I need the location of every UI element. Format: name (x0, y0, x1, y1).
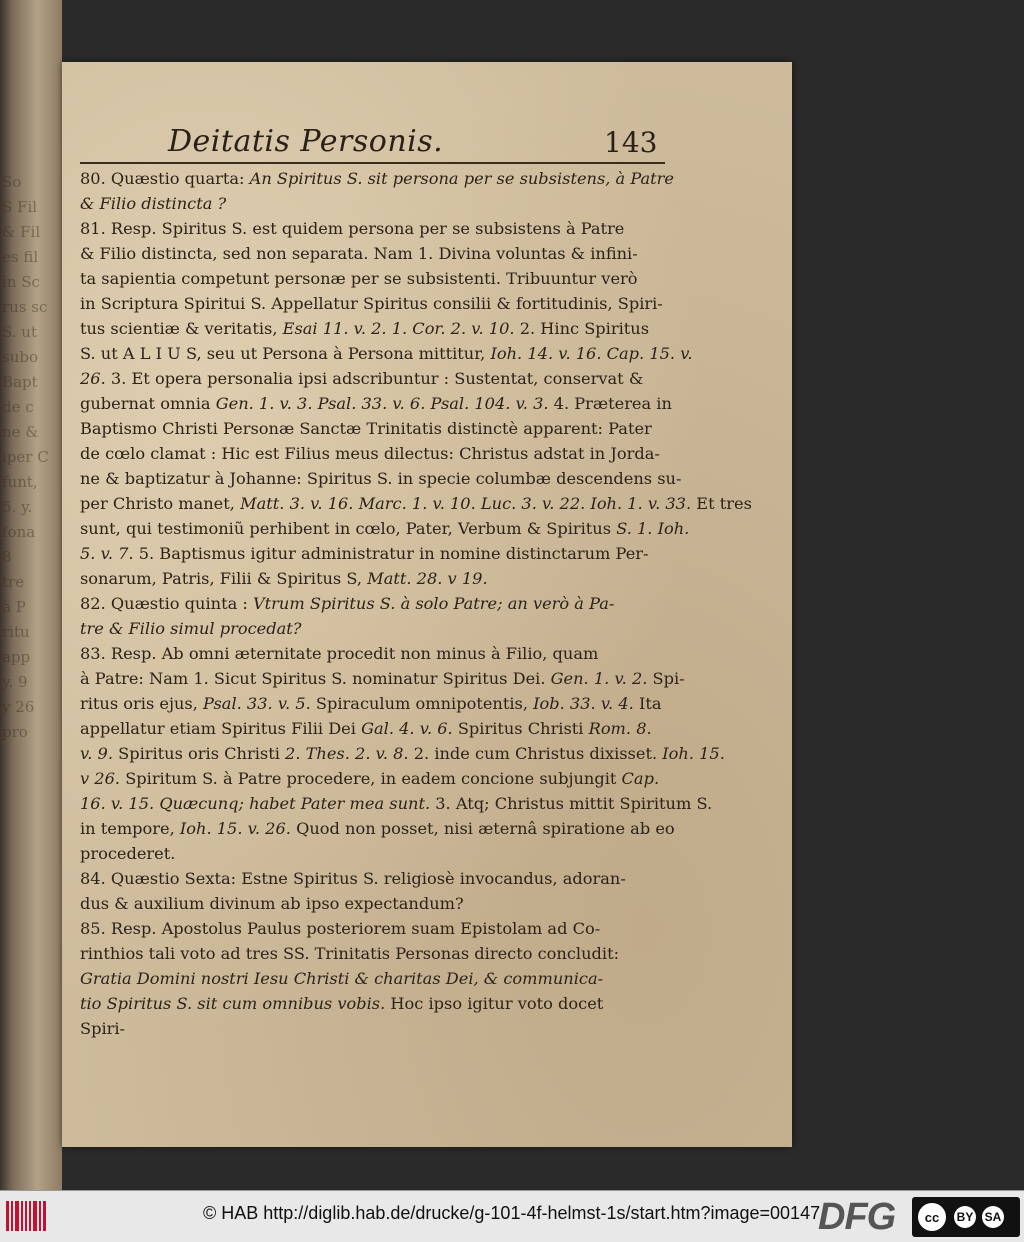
text-span: ritus oris ejus, (80, 694, 204, 713)
left-page-fragment: So (2, 173, 22, 191)
left-page-fragment: in Sc (2, 273, 40, 291)
text-line (80, 616, 665, 641)
cc-icon: cc (916, 1201, 948, 1233)
text-span: gubernat omnia (80, 394, 216, 413)
italic-span: 16. v. 15. (80, 794, 155, 813)
italic-span: tio Spiritus S. sit cum omnibus vobis. (80, 994, 386, 1013)
text-line (80, 566, 665, 591)
text-line (80, 966, 665, 991)
italic-span: & Filio distincta ? (80, 194, 227, 213)
text-line (80, 391, 672, 416)
text-span: Baptismo Christi Personæ Sanctæ Trinitatis distinctè apparent: Pater (80, 419, 652, 438)
left-page-fragment: de c (2, 398, 34, 416)
italic-span: 2. Thes. 2. v. 8. (285, 744, 409, 763)
italic-span: 5. v. 7. (80, 544, 134, 563)
text-line (80, 316, 665, 341)
text-span: Spiraculum omnipotentis, (310, 694, 534, 713)
italic-span: v 26. (80, 769, 121, 788)
text-line (80, 291, 665, 316)
italic-span: Matt. 3. v. 16. Marc. 1. v. 10. Luc. 3. v. 22. Ioh. 1. v. 33. (240, 494, 692, 513)
text-span: 81. Resp. Spiritus S. est quidem persona per se subsistens à Patre (80, 219, 625, 238)
left-page-fragment: y. 9 (2, 673, 28, 691)
text-line (80, 241, 665, 266)
text-span: 84. Quæstio Sexta: Estne Spiritus S. religiosè invocandus, adoran- (80, 869, 626, 888)
text-span: Hoc ipso igitur voto docet (385, 994, 604, 1013)
italic-span: Gen. 1. v. 3. Psal. 33. v. 6. Psal. 104. v. 3. (215, 394, 549, 413)
italic-span: Vtrum Spiritus S. à solo Patre; an verò à Pa- (252, 594, 615, 613)
text-span: Spiri- (80, 1019, 126, 1038)
dfg-logo[interactable]: DFG (818, 1196, 896, 1238)
italic-span: 26. (80, 369, 106, 388)
text-span: Quod non posset, nisi æternâ spiratione ab eo (290, 819, 675, 838)
text-line (80, 816, 675, 841)
text-line (80, 441, 665, 466)
text-span: 80. Quæstio quarta: (80, 169, 250, 188)
page-body-text (80, 166, 752, 1041)
text-span: 4. Præterea in (548, 394, 672, 413)
text-span: 5. Baptismus igitur administratur in nomine distinctarum Per- (133, 544, 649, 563)
text-line (80, 191, 665, 216)
italic-span: Esai 11. v. 2. 1. Cor. 2. v. 10. (282, 319, 515, 338)
italic-span: Ioh. 15. v. 26. (179, 819, 291, 838)
text-span: S. ut A L I U S, seu ut Persona à Persona mittitur, (80, 344, 491, 363)
text-span: sunt, qui testimoniũ perhibent in cœlo, Pater, Verbum & Spiritus (80, 519, 617, 538)
text-line (80, 516, 690, 541)
text-span: sonarum, Patris, Filii & Spiritus S, (80, 569, 368, 588)
text-line (80, 341, 693, 366)
italic-span: Iob. 33. v. 4. (533, 694, 634, 713)
left-page-fragment: fona (2, 523, 36, 541)
text-line (80, 466, 682, 491)
left-page-fragment: à P (2, 598, 26, 616)
hab-barcode-logo[interactable] (6, 1201, 46, 1231)
running-title: Deitatis Personis. (168, 124, 444, 159)
italic-span: Gratia Domini nostri Iesu Christi & charitas Dei, & communica- (80, 969, 604, 988)
left-page-fragment: es fil (2, 248, 39, 266)
sa-icon: SA (982, 1206, 1004, 1228)
left-page-fragment: rus sc (2, 298, 48, 316)
italic-span: Cap. (621, 769, 660, 788)
text-span: Spiritus Christi (452, 719, 589, 738)
left-page-fragment: pro (2, 723, 28, 741)
text-span: dus & auxilium divinum ab ipso expectandum? (80, 894, 464, 913)
text-span: appellatur etiam Spiritus Filii Dei (80, 719, 362, 738)
text-line (80, 741, 725, 766)
left-page-fragment: y 26 (2, 698, 35, 716)
text-line (80, 691, 665, 716)
italic-span: Gal. 4. v. 6. (361, 719, 453, 738)
text-line (80, 1016, 665, 1041)
text-line (80, 491, 752, 516)
text-line (80, 991, 665, 1016)
text-line (80, 891, 665, 916)
left-page-fragment: 8 (2, 548, 12, 566)
text-span: à Patre: Nam 1. Sicut Spiritus S. nominatur Spiritus Dei. (80, 669, 551, 688)
left-page-fragment: & Fil (2, 223, 41, 241)
text-span: & Filio distincta, sed non separata. Nam 1. Divina voluntas & infini- (80, 244, 638, 263)
text-span: procederet. (80, 844, 176, 863)
text-span: 2. inde cum Christus dixisset. (408, 744, 663, 763)
text-span: 2. Hinc Spiritus (514, 319, 649, 338)
text-span: 3. Atq; Christus mittit Spiritum S. (430, 794, 713, 813)
left-page-fragment: funt, (2, 473, 38, 491)
text-line (80, 266, 665, 291)
text-span: 82. Quæstio quinta : (80, 594, 253, 613)
italic-span: An Spiritus S. sit persona per se subsistens, à Patre (249, 169, 674, 188)
italic-span: tre & Filio simul procedat? (80, 619, 302, 638)
text-span: Spi- (647, 669, 685, 688)
text-line (80, 941, 665, 966)
copyright-link[interactable]: © HAB http://diglib.hab.de/drucke/g-101-4f-helmst-1s/start.htm?image=00147 (203, 1203, 821, 1223)
text-line (80, 716, 665, 741)
text-span: Ita (633, 694, 662, 713)
text-line (80, 641, 665, 666)
left-page-fragment: subo (2, 348, 38, 366)
text-span: tus scientiæ & veritatis, (80, 319, 283, 338)
italic-span: Quæcunq; habet Pater mea sunt. (159, 794, 431, 813)
text-span: ne & baptizatur à Johanne: Spiritus S. in specie columbæ descendens su- (80, 469, 682, 488)
italic-span: Matt. 28. v 19. (367, 569, 488, 588)
italic-span: Psal. 33. v. 5. (203, 694, 311, 713)
page-header (168, 124, 688, 164)
header-rule (80, 162, 665, 164)
text-line (80, 416, 665, 441)
italic-span: Ioh. 15. (662, 744, 725, 763)
text-line (80, 841, 665, 866)
text-line (80, 166, 674, 191)
text-line (80, 666, 685, 691)
left-page-fragment: ne & (2, 423, 39, 441)
left-page-fragment: 5. y. (2, 498, 33, 516)
page-number: 143 (604, 126, 658, 159)
left-page-fragment: ritu (2, 623, 30, 641)
text-span: rinthios tali voto ad tres SS. Trinitatis Personas directo concludit: (80, 944, 620, 963)
text-span: Spiritus oris Christi (112, 744, 286, 763)
by-icon: BY (954, 1206, 976, 1228)
italic-span: Ioh. 14. v. 16. Cap. 15. v. (490, 344, 693, 363)
text-span: de cœlo clamat : Hic est Filius meus dilectus: Christus adstat in Jorda- (80, 444, 660, 463)
italic-span: Rom. 8. (588, 719, 652, 738)
cc-license-badge[interactable] (912, 1197, 1020, 1237)
left-page-fragment: S. ut (2, 323, 37, 341)
left-page-fragment: S Fil (2, 198, 38, 216)
text-span: 85. Resp. Apostolus Paulus posteriorem suam Epistolam ad Co- (80, 919, 601, 938)
left-page-fragment: Bapt (2, 373, 38, 391)
italic-span: Gen. 1. v. 2. (550, 669, 648, 688)
text-span: ta sapientia competunt personæ per se subsistenti. Tribuuntur verò (80, 269, 638, 288)
text-line (80, 591, 665, 616)
text-span: Et tres (691, 494, 752, 513)
left-page-fragment: iper C (2, 448, 49, 466)
text-line (80, 541, 665, 566)
text-line (80, 791, 713, 816)
text-line (80, 916, 665, 941)
left-page-edge (0, 0, 62, 1190)
text-span: 3. Et opera personalia ipsi adscribuntur : Sustentat, conservat & (105, 369, 644, 388)
text-span: in Scriptura Spiritui S. Appellatur Spiritus consilii & fortitudinis, Spiri- (80, 294, 663, 313)
text-span: Spiritum S. à Patre procedere, in eadem concione subjungit (120, 769, 622, 788)
footer-bar (0, 1190, 1024, 1242)
text-span: 83. Resp. Ab omni æternitate procedit non minus à Filio, quam (80, 644, 599, 663)
left-page-fragment: app (2, 648, 31, 666)
italic-span: v. 9. (80, 744, 113, 763)
text-line (80, 366, 665, 391)
left-page-fragment: tre (2, 573, 25, 591)
text-line (80, 766, 665, 791)
text-line (80, 866, 665, 891)
text-line (80, 216, 665, 241)
italic-span: S. 1. Ioh. (616, 519, 690, 538)
text-span: per Christo manet, (80, 494, 241, 513)
text-span: in tempore, (80, 819, 180, 838)
